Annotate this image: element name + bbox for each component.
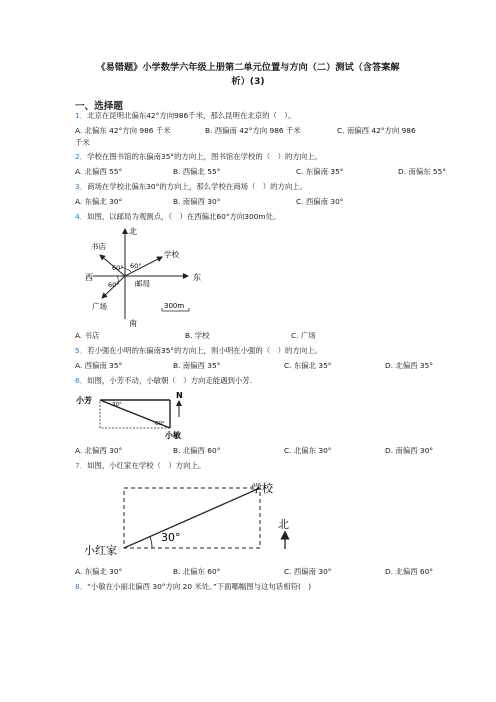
question-6: 6．如图，小芳不动，小敏朝（ ）方向走能遇到小芳. xyxy=(75,376,253,385)
q7-option-c: C. 西偏南 30° xyxy=(284,567,332,576)
label-north: 北 xyxy=(278,518,289,531)
label-angle-60: 60° xyxy=(155,421,165,427)
q4-option-c: C. 广场 xyxy=(291,331,316,340)
label-north: 北 xyxy=(129,227,137,236)
q7-option-a: A. 东偏北 30° xyxy=(75,567,123,576)
q5-option-c: C. 东偏北 35° xyxy=(284,361,332,370)
label-scale: 300m xyxy=(164,302,185,310)
q3-option-a: A. 东偏北 30° xyxy=(75,197,123,206)
q2-option-a: A. 北偏西 55° xyxy=(75,167,123,176)
q6-option-d: D. 南偏西 30° xyxy=(385,446,434,455)
q3-option-b: B. 南偏西 30° xyxy=(173,197,221,206)
label-south: 南 xyxy=(129,319,137,327)
label-east: 东 xyxy=(193,273,201,282)
question-4: 4．如图，以邮局为观测点，（ ）在西偏北60°方向300m处。 xyxy=(75,212,281,221)
label-west: 西 xyxy=(85,273,93,282)
q3-option-c: C. 西偏南 30° xyxy=(296,197,344,206)
q5-option-b: B. 南偏西 35° xyxy=(173,361,221,370)
q1-option-b: B. 西偏南 42°方向 986 千米 xyxy=(205,126,301,135)
question-5: 5．若小强在小明的东偏南35°的方向上，则小明在小强的（ ）的方向上。 xyxy=(75,346,322,355)
q6-triangle-figure xyxy=(75,389,190,441)
label-square: 广场 xyxy=(92,302,107,311)
label-angle-a: 60° xyxy=(112,264,124,272)
label-bookstore: 书店 xyxy=(91,242,106,251)
q5-option-a: A. 西偏南 35° xyxy=(75,361,123,370)
question-8: 8．“小敏在小丽北偏西 30°方向 20 米处。”下面哪幅图与这句话相符( ) xyxy=(75,582,312,591)
q1-option-c: C. 南偏西 42°方向 986 xyxy=(337,126,416,135)
label-angle: 30° xyxy=(161,531,181,544)
q2-option-b: B. 西偏北 55° xyxy=(173,167,221,176)
label-home: 小红家 xyxy=(84,544,117,557)
label-xiaofang: 小芳 xyxy=(76,396,92,405)
label-post: 邮局 xyxy=(135,279,150,288)
label-angle-c: 60° xyxy=(108,281,120,289)
question-3: 3．商场在学校北偏东30°的方向上，那么学校在商场（ ）的方向上。 xyxy=(75,182,308,191)
label-xiaomin: 小敏 xyxy=(165,431,181,440)
label-n: N xyxy=(176,391,183,400)
q6-option-c: C. 北偏东 30° xyxy=(284,446,332,455)
q7-option-d: D. 北偏西 60° xyxy=(385,567,434,576)
question-1: 1．北京在昆明北偏东42°方向986千米，那么昆明在北京的（ ）。 xyxy=(75,111,296,120)
q4-option-a: A. 书店 xyxy=(75,331,100,340)
q7-option-b: B. 北偏东 60° xyxy=(173,567,221,576)
question-2: 2．学校在图书馆的东偏南35°的方向上，图书馆在学校的（ ）的方向上。 xyxy=(75,152,322,161)
q2-option-d: D. 南偏东 55° xyxy=(398,167,447,176)
q4-compass-figure xyxy=(85,223,210,327)
q6-option-b: B. 北偏西 60° xyxy=(173,446,221,455)
label-angle-30: 30° xyxy=(112,402,122,408)
q7-rectangle-figure xyxy=(80,477,310,567)
q2-option-c: C. 东偏南 35° xyxy=(296,167,344,176)
q1-option-c-cont: 千米 xyxy=(75,138,90,147)
q1-option-a: A. 北偏东 42°方向 986 千米 xyxy=(75,126,171,135)
label-school: 学校 xyxy=(164,250,179,259)
label-school: 学校 xyxy=(251,482,273,495)
title: 《易错题》小学数学六年级上册第二单元位置与方向（二）测试（含答案解 析）(3) xyxy=(96,62,400,87)
section-heading: 一、选择题 xyxy=(75,101,123,112)
q5-option-d: D. 北偏西 35° xyxy=(385,361,434,370)
q6-option-a: A. 北偏西 30° xyxy=(75,446,123,455)
question-7: 7．如图，小红家在学校（ ）方向上。 xyxy=(75,461,206,470)
q4-option-b: B. 学校 xyxy=(185,331,210,340)
label-angle-b: 60° xyxy=(130,262,142,270)
